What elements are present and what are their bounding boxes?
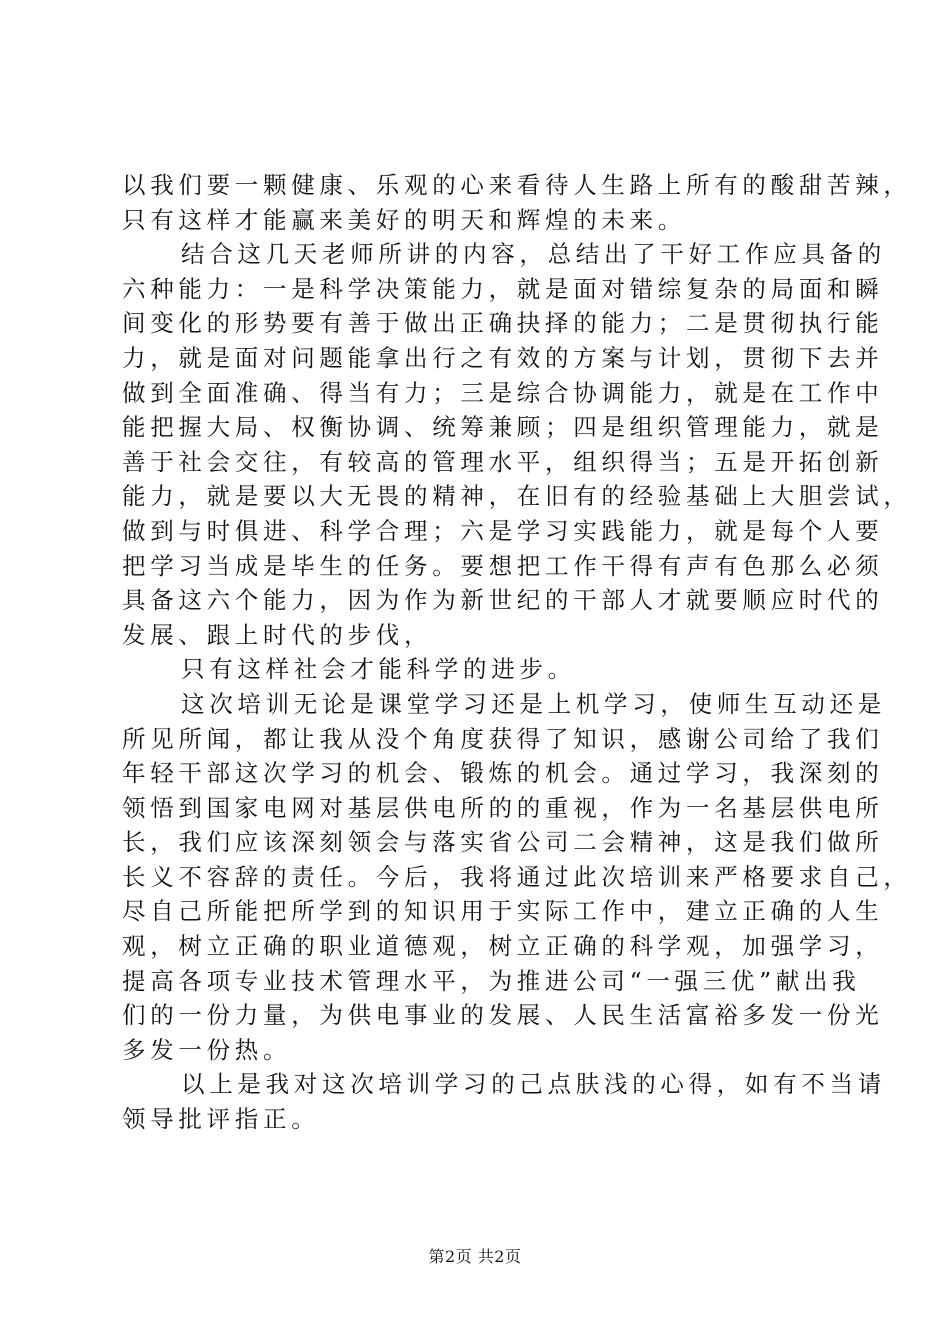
text-line: 具备这六个能力，因为作为新世纪的干部人才就要顺应时代的 — [122, 586, 884, 615]
text-line: 六种能力：一是科学决策能力，就是面对错综复杂的局面和瞬 — [122, 274, 884, 303]
text-line: 尽自己所能把所学到的知识用于实际工作中，建立正确的人生 — [122, 897, 884, 926]
text-line: 所见所闻，都让我从没个角度获得了知识，感谢公司给了我们 — [122, 724, 884, 753]
text-line: 结合这几天老师所讲的内容，总结出了干好工作应具备的 — [181, 240, 886, 269]
text-line: 只有这样社会才能科学的进步。 — [181, 655, 576, 684]
text-line: 发展、跟上时代的步伐， — [122, 620, 433, 649]
text-line: 以上是我对这次培训学习的己点肤浅的心得，如有不当请 — [181, 1070, 886, 1099]
text-line: 能把握大局、权衡协调、统筹兼顾；四是组织管理能力，就是 — [122, 413, 884, 442]
text-line: 长义不容辞的责任。今后，我将通过此次培训来严格要求自己， — [122, 862, 912, 891]
text-line: 做到与时俱进、科学合理；六是学习实践能力，就是每个人要 — [122, 516, 884, 545]
text-line: 只有这样才能赢来美好的明天和辉煌的未来。 — [122, 205, 686, 234]
text-line: 年轻干部这次学习的机会、锻炼的机会。通过学习，我深刻的 — [122, 759, 884, 788]
text-line: 多发一份热。 — [122, 1035, 292, 1064]
text-line: 领悟到国家电网对基层供电所的的重视，作为一名基层供电所 — [122, 793, 884, 822]
text-line: 把学习当成是毕生的任务。要想把工作干得有声有色那么必须 — [122, 551, 884, 580]
text-line: 长，我们应该深刻领会与落实省公司二会精神，这是我们做所 — [122, 828, 884, 857]
text-line: 做到全面准确、得当有力；三是综合协调能力，就是在工作中 — [122, 378, 884, 407]
page-footer: 第2页 共2页 — [428, 1247, 522, 1266]
text-line: 力，就是面对问题能拿出行之有效的方案与计划，贯彻下去并 — [122, 343, 884, 372]
text-line: 领导批评指正。 — [122, 1105, 320, 1134]
text-line: 们的一份力量，为供电事业的发展、人民生活富裕多发一份光 — [122, 1001, 884, 1030]
body-text — [122, 168, 912, 1137]
text-line: 观，树立正确的职业道德观，树立正确的科学观，加强学习， — [122, 932, 884, 961]
text-line: 以我们要一颗健康、乐观的心来看待人生路上所有的酸甜苦辣， — [122, 171, 912, 199]
text-line: 善于社会交往，有较高的管理水平，组织得当；五是开拓创新 — [122, 447, 884, 476]
text-line: 这次培训无论是课堂学习还是上机学习，使师生互动还是 — [181, 689, 886, 718]
text-line: 提高各项专业技术管理水平，为推进公司“一强三优”献出我 — [122, 966, 861, 995]
text-line: 间变化的形势要有善于做出正确抉择的能力；二是贯彻执行能 — [122, 309, 884, 338]
text-line: 能力，就是要以大无畏的精神，在旧有的经验基础上大胆尝试， — [122, 482, 912, 511]
